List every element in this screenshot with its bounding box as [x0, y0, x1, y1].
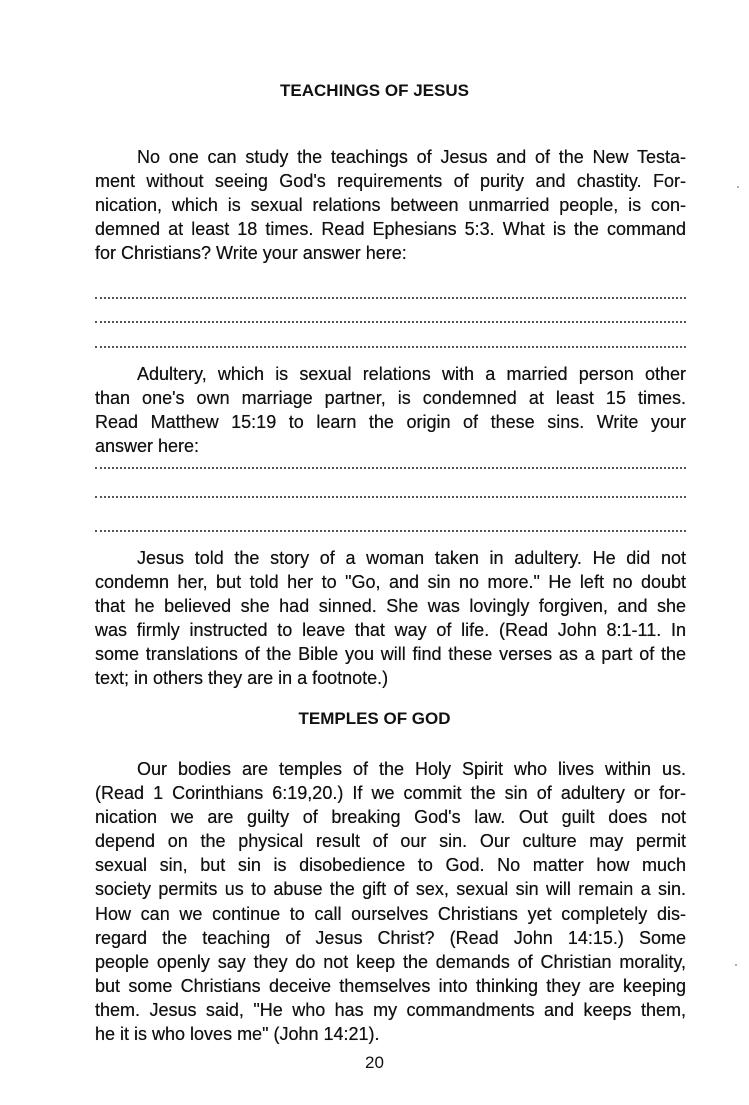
text-line: society permits us to abuse the gift of sex, sexual sin will remain a sin.: [95, 879, 686, 900]
answer-line-6[interactable]: [95, 530, 686, 532]
text-line: sexual sin, but sin is disobedience to God. No matter how much: [95, 855, 686, 876]
paragraph-temples: [95, 757, 686, 1046]
heading-teachings-of-jesus: TEACHINGS OF JESUS: [280, 81, 469, 100]
scan-speck: [735, 964, 737, 966]
text-line: was firmly instructed to leave that way of life. (Read John 8:1-11. In: [95, 620, 686, 641]
text-line: ment without seeing God's requirements of purity and chastity. For-: [95, 171, 686, 192]
paragraph-woman-taken-in-adultery: [95, 546, 686, 691]
text-line: them. Jesus said, "He who has my commandments and keeps them,: [95, 999, 686, 1020]
text-line: nication, which is sexual relations between unmarried people, is con-: [95, 195, 686, 216]
heading-temples-of-god: TEMPLES OF GOD: [298, 709, 451, 728]
text-line: Adultery, which is sexual relations with a married person other: [137, 364, 686, 384]
text-line: that he believed she had sinned. She was lovingly forgiven, and she: [95, 596, 686, 617]
text-line: people openly say they do not keep the demands of Christian morality,: [95, 951, 686, 972]
text-line: Our bodies are temples of the Holy Spirit who lives within us.: [137, 759, 686, 779]
answer-line-2[interactable]: [95, 321, 686, 323]
text-line: condemn her, but told her to "Go, and sin no more." He left no doubt: [95, 572, 686, 593]
text-line: answer here:: [95, 436, 200, 457]
paragraph-fornication: [95, 145, 686, 265]
text-line: he it is who loves me" (John 14:21).: [95, 1024, 380, 1045]
text-line: How can we continue to call ourselves Christians yet completely dis-: [95, 903, 686, 924]
text-line: than one's own marriage partner, is condemned at least 15 times.: [95, 388, 686, 409]
page-number: 20: [365, 1053, 384, 1072]
scan-speck: [737, 186, 739, 188]
text-line: but some Christians deceive themselves into thinking they are keeping: [95, 975, 686, 996]
text-line: (Read 1 Corinthians 6:19,20.) If we commit the sin of adultery or for-: [95, 783, 686, 804]
text-line: for Christians? Write your answer here:: [95, 243, 407, 264]
text-line: text; in others they are in a footnote.): [95, 668, 389, 689]
text-line: Jesus told the story of a woman taken in adultery. He did not: [137, 548, 686, 568]
text-line: No one can study the teachings of Jesus and of the New Testa-: [137, 147, 686, 167]
answer-line-5[interactable]: [95, 496, 686, 498]
paragraph-adultery: [95, 362, 686, 458]
answer-line-3[interactable]: [95, 346, 686, 348]
text-line: demned at least 18 times. Read Ephesians 5:3. What is the command: [95, 219, 686, 240]
text-line: depend on the physical result of our sin. Our culture may permit: [95, 831, 686, 852]
text-line: regard the teaching of Jesus Christ? (Read John 14:15.) Some: [95, 927, 686, 948]
answer-line-1[interactable]: [95, 297, 686, 299]
text-line: some translations of the Bible you will find these verses as a part of the: [95, 644, 686, 665]
answer-line-4[interactable]: [95, 467, 686, 469]
text-line: nication we are guilty of breaking God's law. Out guilt does not: [95, 807, 686, 828]
text-line: Read Matthew 15:19 to learn the origin of these sins. Write your: [95, 412, 686, 433]
